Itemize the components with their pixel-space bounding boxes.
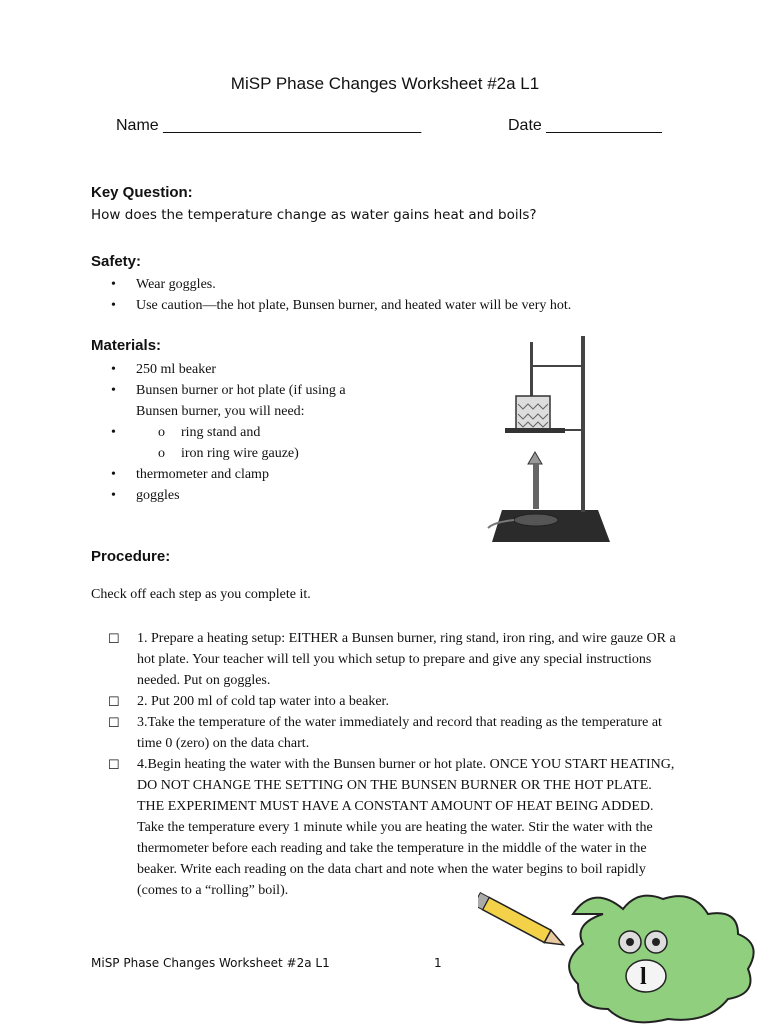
step-text: 1. Prepare a heating setup: EITHER a Bunsen burner, ring stand, iron ring, and wire gauze OR a hot plate. Your teacher will tell you which setup to prepare and give any special instructions needed. Put on goggles. [137, 631, 676, 688]
procedure-step [91, 754, 677, 901]
list-item: • thermometer and clamp [91, 464, 381, 485]
ring-stand-illustration [480, 334, 616, 546]
key-question-text: How does the temperature change as water gains heat and boils? [91, 207, 537, 223]
list-item: • Use caution—the hot plate, Bunsen burner, and heated water will be very hot. [91, 295, 691, 316]
procedure-heading: Procedure: [91, 548, 171, 565]
date-field-label: Date _____________ [508, 117, 662, 134]
safety-list [91, 274, 691, 316]
materials-heading: Materials: [91, 337, 162, 354]
procedure-step [91, 628, 677, 691]
procedure-steps [91, 628, 677, 901]
checkbox-icon[interactable]: ☐ [108, 715, 120, 730]
procedure-step [91, 712, 677, 754]
procedure-intro: Check off each step as you complete it. [91, 587, 311, 602]
list-item: • Wear goggles. [91, 274, 691, 295]
mascot-badge: l [640, 964, 647, 990]
frog-mascot-illustration [478, 884, 770, 1024]
page-number: 1 [434, 956, 442, 970]
list-item: • 250 ml beaker [91, 359, 381, 380]
page-title: MiSP Phase Changes Worksheet #2a L1 [230, 74, 540, 93]
checkbox-icon[interactable]: ☐ [108, 694, 120, 709]
footer-title: MiSP Phase Changes Worksheet #2a L1 [91, 956, 330, 970]
step-text: 2. Put 200 ml of cold tap water into a beaker. [137, 694, 389, 709]
procedure-step [91, 691, 677, 712]
materials-list [91, 359, 381, 506]
list-item: • goggles [91, 485, 381, 506]
name-field-label: Name _____________________________ [116, 117, 422, 134]
step-text: 4.Begin heating the water with the Bunsen burner or hot plate. ONCE YOU START HEATING, DO NOT CHANGE THE SETTING ON THE BUNSEN BURNER OR THE HOT PLATE. THE EXPERIMENT MUST HAVE A CONSTANT AMOUNT OF HEAT BEING ADDED. Take the temperature every 1 minute while you are heating the water. Stir the water with the thermometer before each reading and take the temperature in the middle of the water in the beaker. Write each reading on the data chart and note when the water begins to boil rapidly (comes to a “rolling” boil). [137, 757, 675, 898]
step-text: 3.Take the temperature of the water immediately and record that reading as the temperature at time 0 (zero) on the data chart. [137, 715, 662, 751]
key-question-heading: Key Question: [91, 184, 193, 201]
checkbox-icon[interactable]: ☐ [108, 757, 120, 772]
checkbox-icon[interactable]: ☐ [108, 631, 120, 646]
materials-sublist [91, 422, 381, 464]
list-item: • Bunsen burner or hot plate (if using a Bunsen burner, you will need: [91, 380, 381, 422]
safety-heading: Safety: [91, 253, 142, 270]
list-item: o • ring stand and [91, 422, 381, 443]
list-item: o iron ring wire gauze) [91, 443, 381, 464]
